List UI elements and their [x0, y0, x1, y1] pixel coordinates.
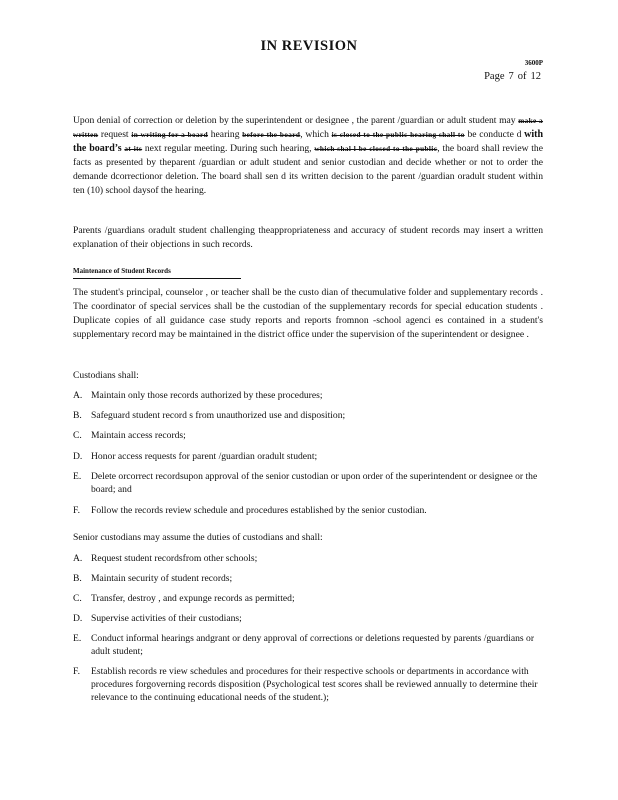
- page-of: of: [517, 71, 527, 82]
- struck-text: at its: [124, 145, 143, 153]
- text-segment: be conducte d: [467, 129, 522, 140]
- list-letter: A.: [73, 553, 83, 564]
- objections-paragraph: Parents /guardians oradult student challenging theappropriateness and accuracy of student records may insert a written explanation of their objections in such records.: [73, 225, 543, 250]
- text-segment: request: [100, 129, 129, 140]
- list-text: Maintain access records;: [91, 430, 186, 441]
- text-segment: Upon denial of correction or deletion by the superintendent or designee , the parent /guardian or adult student may: [73, 115, 516, 126]
- list-letter: E.: [73, 471, 82, 482]
- list-text: Maintain security of student records;: [91, 573, 233, 584]
- section-heading: [73, 267, 171, 275]
- list-letter: B.: [73, 410, 82, 421]
- text-segment: hearing: [210, 129, 240, 140]
- list-letter: F.: [73, 505, 80, 516]
- struck-text: before the board: [242, 131, 301, 139]
- text-segment: , the board shall review the facts as presented by theparent /guardian or adult student and senior custodian and decide whether or not to order the demande dcorrectionor deletion. The board shall sen d its written decision to the parent /guardian oradult student within ten (10) school daysof the hearing.: [73, 143, 543, 196]
- list-text: Conduct informal hearings andgrant or deny approval of corrections or deletions requested by parents /guardians or adult student;: [91, 633, 535, 657]
- inserted-text: with the board’s: [73, 129, 544, 154]
- policy-code: 3600P: [524, 59, 543, 67]
- struck-text: which shal l be closed to the public: [314, 145, 438, 153]
- custodians-intro: Custodians shall:: [73, 370, 139, 381]
- page-current: 7: [508, 71, 514, 82]
- section-heading-text: Maintenance of Student Records: [73, 267, 171, 275]
- page-total: 12: [530, 71, 541, 82]
- senior-custodians-intro: Senior custodians may assume the duties of custodians and shall:: [73, 532, 323, 543]
- list-text: Follow the records review schedule and procedures established by the senior custodian.: [91, 505, 427, 516]
- page-label: Page: [484, 71, 505, 82]
- list-text: Establish records re view schedules and procedures for their respective schools or departments in accordance with procedures forgoverning records disposition (Psychological test scores shall be reviewed annually to determine their relevance to the continuing educational needs of the student.);: [91, 666, 538, 703]
- list-letter: B.: [73, 573, 82, 584]
- list-letter: F.: [73, 666, 80, 677]
- document-title: IN REVISION: [260, 38, 358, 54]
- struck-text: in writing for a board: [131, 131, 209, 139]
- text-segment: next regular meeting. During such hearing,: [144, 143, 312, 154]
- list-text: Transfer, destroy , and expunge records as permitted;: [91, 593, 295, 604]
- list-text: Delete orcorrect recordsupon approval of the senior custodian or upon order of the superintendent or designee or the board; and: [91, 471, 538, 495]
- list-text: Maintain only those records authorized by these procedures;: [91, 390, 323, 401]
- list-letter: C.: [73, 430, 82, 441]
- struck-text: is closed to the public hearing shall to: [331, 131, 465, 139]
- list-letter: A.: [73, 390, 83, 401]
- list-text: Supervise activities of their custodians;: [91, 613, 242, 624]
- hearing-paragraph: [73, 114, 543, 198]
- list-text: Request student recordsfrom other schools;: [91, 553, 258, 564]
- struck-text: make a written: [73, 117, 544, 139]
- list-letter: D.: [73, 451, 83, 462]
- list-letter: C.: [73, 593, 82, 604]
- list-letter: E.: [73, 633, 82, 644]
- list-letter: D.: [73, 613, 83, 624]
- page-number: [482, 71, 543, 82]
- text-segment: , which: [300, 129, 329, 140]
- list-text: Honor access requests for parent /guardian oradult student;: [91, 451, 318, 462]
- custodian-paragraph: The student's principal, counselor , or teacher shall be the custo dian of thecumulative folder and supplementary records . The coordinator of special services shall be the custodian of the supplementary records for special education students . Duplicate copies of all guidance case study reports and reports fromnon -school agenci es contained in a student's supplementary record may be maintained in the district office under the supervision of the superintendent or designee .: [73, 287, 543, 340]
- heading-underline: [73, 278, 241, 279]
- list-text: Safeguard student record s from unauthorized use and disposition;: [91, 410, 346, 421]
